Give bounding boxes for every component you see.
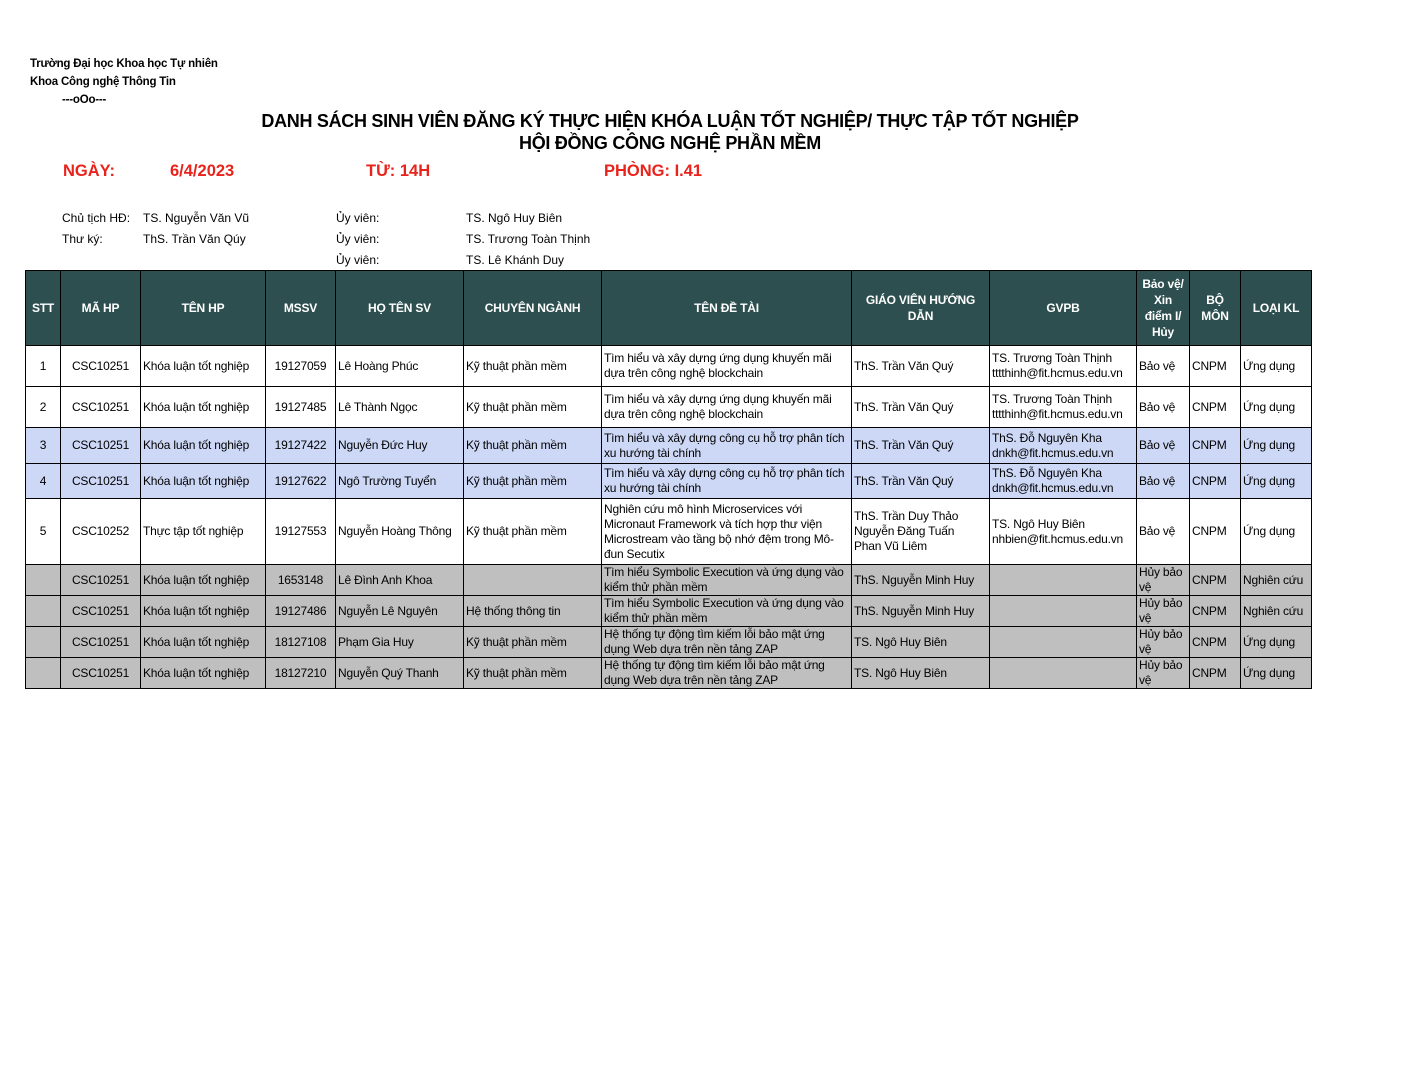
column-header-status: Bảo vệ/ Xin điểm I/ Hủy [1137,271,1190,346]
column-header-gvpb: GVPB [990,271,1137,346]
cell-ma-hp: CSC10251 [61,658,141,689]
cell-bo-mon: CNPM [1190,627,1241,658]
cell-ma-hp: CSC10251 [61,464,141,499]
cell-stt: 1 [26,346,61,387]
cell-loai: Nghiên cứu [1241,596,1312,627]
cell-stt: 2 [26,387,61,428]
cell-status: Bảo vệ [1137,464,1190,499]
cell-de-tai: Tìm hiểu Symbolic Execution và ứng dụng vào kiểm thử phần mềm [602,596,852,627]
cell-ho-ten: Lê Hoàng Phúc [336,346,464,387]
cell-gvpb: TS. Trương Toàn Thịnh tttthinh@fit.hcmus.edu.vn [990,346,1137,387]
cell-mssv: 18127210 [266,658,336,689]
column-header-ma-hp: MÃ HP [61,271,141,346]
cell-loai: Ứng dụng [1241,499,1312,565]
table-row [26,464,1312,499]
cell-de-tai: Tìm hiểu và xây dựng ứng dụng khuyến mãi dựa trên công nghệ blockchain [602,387,852,428]
cell-ten-hp: Khóa luận tốt nghiệp [141,387,266,428]
cell-bo-mon: CNPM [1190,596,1241,627]
faculty-name: Khoa Công nghệ Thông Tin [30,76,176,88]
document-title: DANH SÁCH SINH VIÊN ĐĂNG KÝ THỰC HIỆN KHÓA LUẬN TỐT NGHIỆP/ THỰC TẬP TỐT NGHIỆP [261,111,1079,131]
cell-gvpb: ThS. Đỗ Nguyên Kha dnkh@fit.hcmus.edu.vn [990,464,1137,499]
cell-ten-hp: Khóa luận tốt nghiệp [141,428,266,464]
cell-ho-ten: Ngô Trường Tuyển [336,464,464,499]
cell-ho-ten: Nguyễn Quý Thanh [336,658,464,689]
cell-ten-hp: Khóa luận tốt nghiệp [141,464,266,499]
cell-ho-ten: Nguyễn Hoàng Thông [336,499,464,565]
cell-ten-hp: Khóa luận tốt nghiệp [141,627,266,658]
cell-ten-hp: Khóa luận tốt nghiệp [141,658,266,689]
secretary-name: ThS. Trần Văn Qúy [143,232,246,246]
time-value: TỪ: 14H [366,162,431,180]
cell-stt [26,627,61,658]
cell-mssv: 19127422 [266,428,336,464]
cell-mssv: 18127108 [266,627,336,658]
cell-gvpb [990,627,1137,658]
document-subtitle: HỘI ĐỒNG CÔNG NGHỆ PHẦN MỀM [519,133,821,153]
cell-bo-mon: CNPM [1190,346,1241,387]
cell-chuyen-nganh: Kỹ thuật phần mềm [464,387,602,428]
cell-stt: 5 [26,499,61,565]
cell-gvhd: ThS. Trần Văn Quý [852,464,990,499]
cell-mssv: 1653148 [266,565,336,596]
cell-ma-hp: CSC10251 [61,565,141,596]
table-row [26,627,1312,658]
table-row [26,565,1312,596]
cell-ten-hp: Thực tập tốt nghiệp [141,499,266,565]
cell-chuyen-nganh: Kỹ thuật phần mềm [464,499,602,565]
cell-de-tai: Hệ thống tự động tìm kiếm lỗi bảo mật ứng dụng Web dựa trên nền tảng ZAP [602,627,852,658]
cell-status: Bảo vệ [1137,346,1190,387]
cell-ma-hp: CSC10251 [61,596,141,627]
cell-gvpb: ThS. Đỗ Nguyên Kha dnkh@fit.hcmus.edu.vn [990,428,1137,464]
cell-chuyen-nganh: Kỹ thuật phần mềm [464,428,602,464]
cell-chuyen-nganh: Kỹ thuật phần mềm [464,464,602,499]
cell-ho-ten: Lê Thành Ngọc [336,387,464,428]
cell-mssv: 19127059 [266,346,336,387]
cell-gvpb [990,658,1137,689]
cell-gvhd: ThS. Trần Văn Quý [852,346,990,387]
chair-name: TS. Nguyễn Văn Vũ [143,211,250,225]
cell-chuyen-nganh: Kỹ thuật phần mềm [464,658,602,689]
member-name: TS. Lê Khánh Duy [466,253,565,267]
cell-gvhd: ThS. Nguyễn Minh Huy [852,565,990,596]
cell-loai: Ứng dụng [1241,627,1312,658]
cell-ten-hp: Khóa luận tốt nghiệp [141,596,266,627]
cell-de-tai: Tìm hiểu và xây dựng công cụ hỗ trợ phân tích xu hướng tài chính [602,428,852,464]
cell-status: Hủy bảo vệ [1137,658,1190,689]
cell-status: Hủy bảo vệ [1137,565,1190,596]
cell-bo-mon: CNPM [1190,428,1241,464]
member-label: Ủy viên: [336,253,380,267]
cell-mssv: 19127553 [266,499,336,565]
table-row [26,658,1312,689]
cell-gvpb: TS. Trương Toàn Thịnh tttthinh@fit.hcmus.edu.vn [990,387,1137,428]
cell-gvhd: TS. Ngô Huy Biên [852,658,990,689]
column-header-ten-hp: TÊN HP [141,271,266,346]
cell-stt: 4 [26,464,61,499]
column-header-gvhd: GIÁO VIÊN HƯỚNG DẪN [852,271,990,346]
column-header-mssv: MSSV [266,271,336,346]
date-label: NGÀY: [63,162,115,180]
cell-ho-ten: Lê Đình Anh Khoa [336,565,464,596]
cell-status: Hủy bảo vệ [1137,596,1190,627]
cell-de-tai: Tìm hiểu và xây dựng ứng dụng khuyến mãi dựa trên công nghệ blockchain [602,346,852,387]
cell-ho-ten: Nguyễn Đức Huy [336,428,464,464]
cell-ten-hp: Khóa luận tốt nghiệp [141,565,266,596]
cell-ho-ten: Phạm Gia Huy [336,627,464,658]
cell-mssv: 19127622 [266,464,336,499]
cell-bo-mon: CNPM [1190,565,1241,596]
cell-bo-mon: CNPM [1190,464,1241,499]
table-header-row [26,271,1312,346]
cell-status: Bảo vệ [1137,387,1190,428]
cell-status: Hủy bảo vệ [1137,627,1190,658]
cell-ho-ten: Nguyễn Lê Nguyên [336,596,464,627]
cell-de-tai: Tìm hiểu Symbolic Execution và ứng dụng vào kiểm thử phần mềm [602,565,852,596]
cell-loai: Nghiên cứu [1241,565,1312,596]
cell-stt [26,565,61,596]
cell-loai: Ứng dụng [1241,658,1312,689]
cell-status: Bảo vệ [1137,499,1190,565]
cell-gvhd: ThS. Trần Duy Thảo Nguyễn Đăng Tuấn Phan Vũ Liêm [852,499,990,565]
room-value: PHÒNG: I.41 [604,162,703,180]
cell-gvhd: ThS. Nguyễn Minh Huy [852,596,990,627]
member-label: Ủy viên: [336,232,380,246]
cell-de-tai: Hệ thống tự động tìm kiếm lỗi bảo mật ứng dụng Web dựa trên nền tảng ZAP [602,658,852,689]
student-list-table [25,270,1312,689]
cell-stt [26,596,61,627]
university-name: Trường Đại học Khoa học Tự nhiên [30,58,218,70]
member-name: TS. Ngô Huy Biên [466,211,563,225]
cell-ma-hp: CSC10251 [61,346,141,387]
table-row [26,346,1312,387]
cell-gvpb: TS. Ngô Huy Biên nhbien@fit.hcmus.edu.vn [990,499,1137,565]
cell-de-tai: Tìm hiểu và xây dựng công cụ hỗ trợ phân tích xu hướng tài chính [602,464,852,499]
cell-chuyen-nganh: Kỹ thuật phần mềm [464,346,602,387]
cell-loai: Ứng dụng [1241,346,1312,387]
cell-loai: Ứng dụng [1241,387,1312,428]
cell-gvpb [990,596,1137,627]
cell-chuyen-nganh: Hệ thống thông tin [464,596,602,627]
cell-ma-hp: CSC10251 [61,428,141,464]
column-header-bo-mon: BỘ MÔN [1190,271,1241,346]
cell-gvpb [990,565,1137,596]
date-value: 6/4/2023 [170,162,235,180]
cell-ten-hp: Khóa luận tốt nghiệp [141,346,266,387]
member-name: TS. Trương Toàn Thịnh [466,232,591,246]
cell-status: Bảo vệ [1137,428,1190,464]
cell-stt: 3 [26,428,61,464]
column-header-loai-kl: LOẠI KL [1241,271,1312,346]
cell-mssv: 19127486 [266,596,336,627]
cell-gvhd: TS. Ngô Huy Biên [852,627,990,658]
cell-bo-mon: CNPM [1190,658,1241,689]
cell-loai: Ứng dụng [1241,464,1312,499]
table-row [26,387,1312,428]
table-row [26,428,1312,464]
cell-de-tai: Nghiên cứu mô hình Microservices với Micronaut Framework và tích hợp thư viện Microstream vào tầng bộ nhớ đệm trong Mô-đun Secutix [602,499,852,565]
column-header-de-tai: TÊN ĐỀ TÀI [602,271,852,346]
cell-bo-mon: CNPM [1190,387,1241,428]
cell-mssv: 19127485 [266,387,336,428]
cell-ma-hp: CSC10252 [61,499,141,565]
cell-chuyen-nganh [464,565,602,596]
cell-gvhd: ThS. Trần Văn Quý [852,428,990,464]
cell-chuyen-nganh: Kỹ thuật phần mềm [464,627,602,658]
cell-loai: Ứng dụng [1241,428,1312,464]
cell-gvhd: ThS. Trần Văn Quý [852,387,990,428]
cell-stt [26,658,61,689]
cell-ma-hp: CSC10251 [61,627,141,658]
secretary-label: Thư ký: [62,232,103,246]
chair-label: Chủ tịch HĐ: [62,211,131,225]
member-label: Ủy viên: [336,211,380,225]
column-header-stt: STT [26,271,61,346]
header-divider: ---oOo--- [62,94,107,106]
table-row [26,499,1312,565]
column-header-ho-ten: HỌ TÊN SV [336,271,464,346]
cell-ma-hp: CSC10251 [61,387,141,428]
table-row [26,596,1312,627]
column-header-chuyen-nganh: CHUYÊN NGÀNH [464,271,602,346]
cell-bo-mon: CNPM [1190,499,1241,565]
